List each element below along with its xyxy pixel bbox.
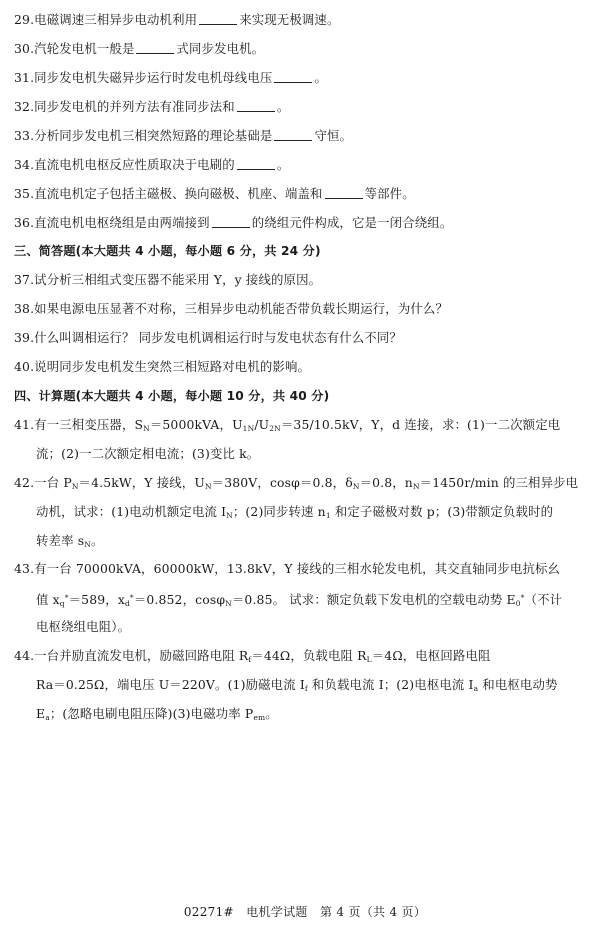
question-34: 34.直流电机电枢反应性质取决于电刷的 。 (14, 157, 290, 172)
section-heading-calculation: 四、计算题(本大题共 4 小题，每小题 10 分，共 40 分) (14, 389, 330, 403)
answer-blank (212, 216, 250, 228)
question-35: 35.直流电机定子包括主磁极、换向磁极、机座、端盖和 等部件。 (14, 186, 415, 201)
question-36: 36.直流电机电枢绕组是由两端接到 的绕组元件构成，它是一闭合绕组。 (14, 215, 453, 230)
question-31: 31.同步发电机失磁异步运行时发电机母线电压 。 (14, 70, 327, 85)
question-30: 30.汽轮发电机一般是 式同步发电机。 (14, 41, 265, 56)
question-41-line-2: 流；(2)一二次额定相电流；(3)变比 k。 (36, 446, 260, 461)
question-42-line-3: 转差率 $s_N$。 (36, 533, 104, 549)
answer-blank (199, 13, 237, 25)
answer-blank (237, 100, 275, 112)
question-43-line-3: 电枢绕组电阻）。 (36, 619, 131, 634)
section-heading-short-answer: 三、简答题(本大题共 4 小题，每小题 6 分，共 24 分) (14, 244, 321, 258)
question-37: 37.试分析三相组式变压器不能采用 Y，y 接线的原因。 (14, 272, 322, 287)
question-44-line-3: $E_a$；(忽略电刷电阻压降)(3)电磁功率 $P_{em}$。 (36, 706, 278, 722)
page-footer: 02271# 电机学试题 第 4 页（共 4 页） (183, 905, 427, 919)
question-44-line-2: Ra＝0.25Ω，端电压 U＝220V。(1)励磁电流 $I_f$ 和负载电流 I；(2)电枢电流 $I_a$ 和电枢电动势 (36, 677, 558, 693)
question-29: 29.电磁调速三相异步电动机利用 来实现无极调速。 (14, 12, 340, 27)
question-32: 32.同步发电机的并列方法有准同步法和 。 (14, 99, 290, 114)
question-38: 38.如果电源电压显著不对称，三相异步电动机能否带负载长期运行，为什么？ (14, 301, 448, 316)
answer-blank (274, 71, 312, 83)
answer-blank (274, 129, 312, 141)
question-39: 39.什么叫调相运行？ 同步发电机调相运行时与发电状态有什么不同？ (14, 330, 402, 345)
question-33: 33.分析同步发电机三相突然短路的理论基础是 守恒。 (14, 128, 353, 143)
answer-blank (136, 42, 174, 54)
answer-blank (325, 187, 363, 199)
question-41-line-1: 41.有一三相变压器，$S_N=5000kVA$，$U_{1N}/U_{2N}=35/10.5kV$，Y，d 连接，求：(1)一二次额定电 (14, 417, 561, 433)
question-44-line-1: 44.一台并励直流发电机，励磁回路电阻 $R_f=44\Omega$，负载电阻 $R_L=4\Omega$，电枢回路电阻 (14, 648, 491, 664)
question-42-line-2: 动机，试求：(1)电动机额定电流 $I_N$；(2)同步转速 $n_1$ 和定子磁极对数 p；(3)带额定负载时的 (36, 504, 554, 520)
question-43-line-2: 值 $x_q^*=589$，$x_d^*=0.852$，cosφ$_N$＝0.85。 试求：额定负载下发电机的空载电动势 $E_0^*$（不计 (36, 592, 563, 608)
question-43-line-1: 43.有一台 70000kVA，60000kW，13.8kV，Y 接线的三相水轮发电机，其交直轴同步电抗标幺 (14, 561, 561, 576)
question-40: 40.说明同步发电机发生突然三相短路对电机的影响。 (14, 359, 311, 374)
question-42-line-1: 42.一台 $P_N=4.5kW$，Y 接线，$U_N=380V$，cosφ＝0.8，$\delta_N=0.8$，$n_N=1450r/\min$ 的三相异步电 (14, 475, 579, 491)
answer-blank (237, 158, 275, 170)
